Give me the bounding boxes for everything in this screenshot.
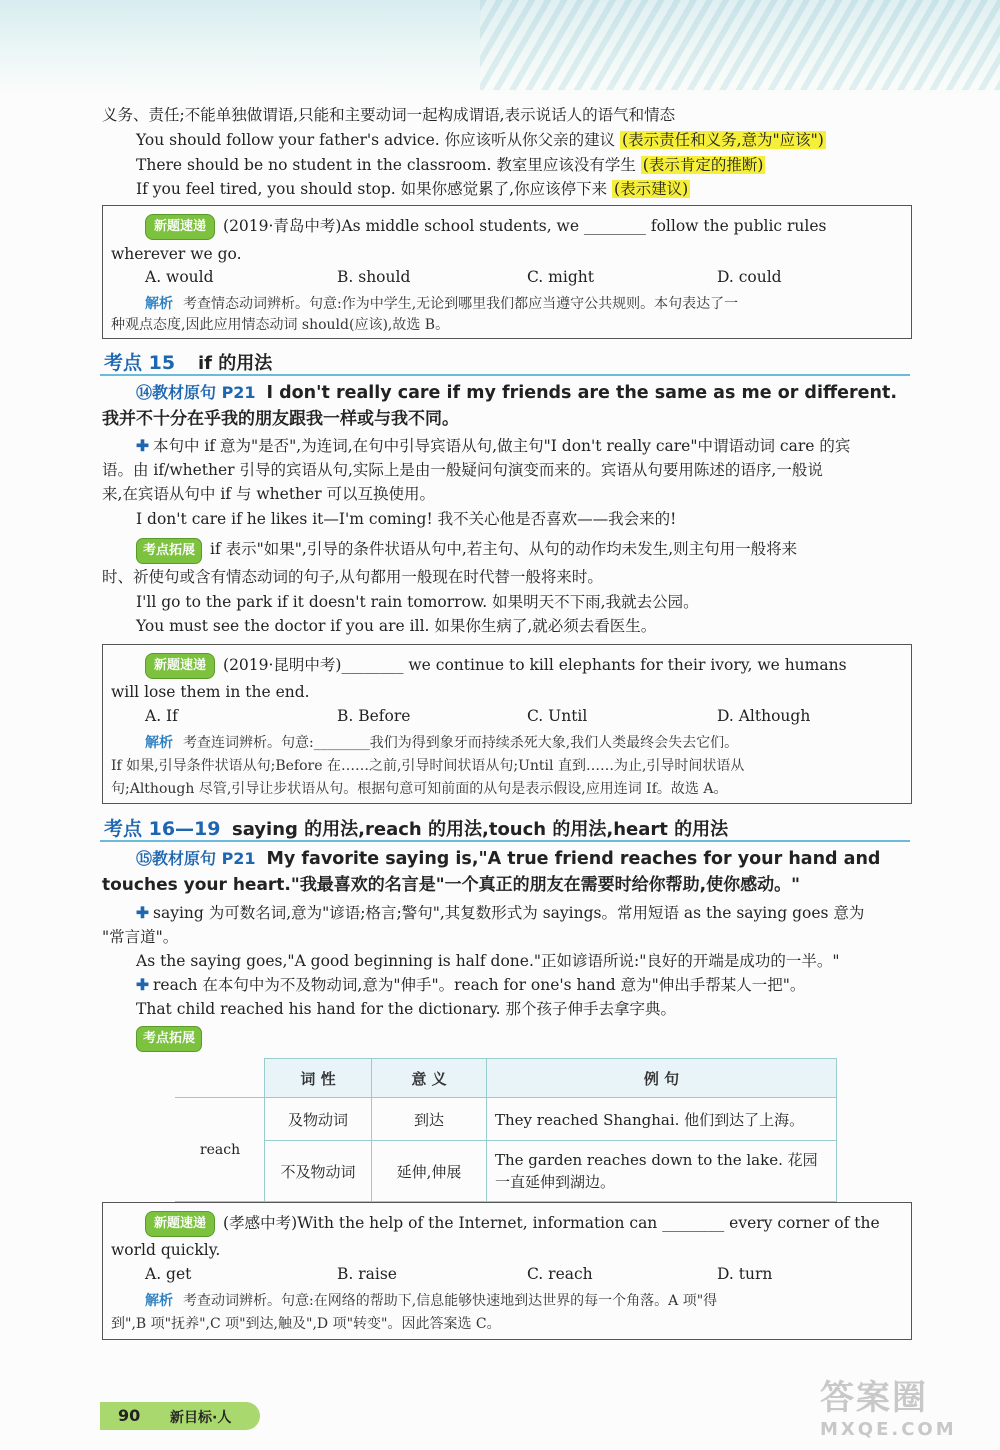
source-label: ⑮教材原句 P21 [136, 849, 256, 868]
table-header: 意 义 [372, 1059, 487, 1098]
table-row [176, 1098, 837, 1141]
question-stem-cont: will lose them in the end. [111, 683, 310, 701]
question-stem-cont: wherever we go. [111, 245, 242, 263]
book-title: 新目标·人 [170, 1410, 232, 1426]
section-title: saying 的用法,reach 的用法,touch 的用法,heart 的用法 [232, 819, 729, 840]
plus-icon: ✚ [136, 436, 149, 455]
table-header-row [176, 1059, 837, 1098]
section-rule [100, 840, 910, 842]
example-sentence: You must see the doctor if you are ill. 如果你生病了,就必须去看医生。 [136, 617, 657, 635]
explanation-text: 来,在宾语从句中 if 与 whether 可以互换使用。 [102, 485, 436, 503]
explanation-text: 语。由 if/whether 引导的宾语从句,实际上是由一般疑问句演变而来的。宾语从句要用陈述的语序,一般说 [102, 461, 823, 479]
table-cell: 延伸,伸展 [372, 1141, 487, 1202]
analysis-label: 解析 [145, 735, 173, 751]
option-a: A. get [145, 1265, 192, 1283]
question-box [102, 1202, 912, 1340]
extension [136, 1026, 210, 1052]
watermark-logo [820, 1370, 980, 1440]
section-rule [100, 374, 910, 376]
section-label: 考点 16—19 [104, 818, 221, 840]
extension-text: if 表示"如果",引导的条件状语从句中,若主句、从句的动作均未发生,则主句用一般将来 [210, 540, 798, 558]
stem-text: (孝感中考)With the help of the Internet, information can ________ every corner of the [223, 1214, 880, 1232]
analysis-text: 种观点态度,因此应用情态动词 should(应该),故选 B。 [111, 317, 450, 333]
analysis-text: 到",B 项"抚养",C 项"到达,触及",D 项"转变"。因此答案选 C。 [111, 1316, 501, 1332]
option-d: D. could [717, 268, 782, 286]
section-title: if 的用法 [198, 353, 273, 374]
example-sentence: If you feel tired, you should stop. 如果你感觉累了,你应该停下来 [136, 180, 608, 198]
option-b: B. Before [337, 707, 411, 725]
explanation-text: "常言道"。 [102, 928, 179, 946]
question-box [102, 644, 912, 804]
source-english-cont: touches your heart."我最喜欢的名言是"一个真正的朋友在需要时给你帮助,使你感动。" [102, 875, 800, 895]
extension-badge: 考点拓展 [136, 1026, 202, 1052]
example-sentence: You should follow your father's advice. 你应该听从你父亲的建议 [136, 131, 616, 149]
analysis [145, 292, 738, 315]
table-row [176, 1141, 837, 1202]
source-chinese: 我并不十分在乎我的朋友跟我一样或与我不同。 [102, 409, 459, 429]
analysis-label: 解析 [145, 1293, 173, 1309]
plus-icon: ✚ [136, 975, 149, 994]
analysis-text: If 如果,引导条件状语从句;Before 在……之前,引导时间状语从句;Until 直到……为止,引导时间状语从 [111, 758, 745, 774]
header-decoration [0, 0, 1000, 95]
section-label: 考点 15 [104, 352, 176, 374]
table-header: 例 句 [487, 1059, 837, 1098]
extension-text: 时、祈使句或含有情态动词的句子,从句都用一般现在时代替一般将来时。 [102, 568, 603, 586]
example-sentence: I don't care if he likes it—I'm coming! 我不关心他是否喜欢——我会来的! [136, 510, 677, 528]
question-box [102, 205, 912, 339]
example-line [136, 154, 765, 176]
section-heading [100, 346, 910, 376]
example-sentence: There should be no student in the classroom. 教室里应该没有学生 [136, 156, 636, 174]
table-word: reach [176, 1098, 265, 1202]
highlight-note: (表示肯定的推断) [642, 156, 764, 174]
option-c: C. might [527, 268, 594, 286]
new-question-badge: 新题速递 [145, 653, 215, 679]
stem-text: (2019·青岛中考)As middle school students, we ________ follow the public rules [223, 217, 827, 235]
table-cell: They reached Shanghai. 他们到达了上海。 [487, 1098, 837, 1141]
highlight-note: (表示建议) [614, 180, 689, 198]
option-b: B. should [337, 268, 411, 286]
table-corner [176, 1059, 265, 1098]
option-d: D. turn [717, 1265, 773, 1283]
analysis [145, 1289, 717, 1312]
new-question-badge: 新题速递 [145, 214, 215, 240]
analysis-label: 解析 [145, 296, 173, 312]
option-d: D. Although [717, 707, 811, 725]
explanation-text: saying 为可数名词,意为"谚语;格言;警句",其复数形式为 sayings。常用短语 as the saying goes 意为 [153, 904, 865, 922]
question-stem [145, 1211, 880, 1237]
explanation-text: 本句中 if 意为"是否",为连词,在句中引导宾语从句,做主句"I don't really care"中谓语动词 care 的宾 [153, 437, 851, 455]
table-cell: 及物动词 [265, 1098, 372, 1141]
question-stem [145, 214, 827, 240]
highlight-note: (表示责任和义务,意为"应该") [622, 131, 824, 149]
example-sentence: I'll go to the park if it doesn't rain tomorrow. 如果明天不下雨,我就去公园。 [136, 593, 699, 611]
section-heading [100, 812, 910, 842]
new-question-badge: 新题速递 [145, 1211, 215, 1237]
stem-text: (2019·昆明中考)________ we continue to kill elephants for their ivory, we humans [223, 656, 847, 674]
page-footer [100, 1402, 260, 1430]
reach-usage-table [175, 1058, 837, 1202]
extension [136, 538, 797, 564]
explanation-text: reach 在本句中为不及物动词,意为"伸手"。reach for one's hand 意为"伸出手帮某人一把"。 [153, 976, 806, 994]
table-cell: 不及物动词 [265, 1141, 372, 1202]
source-english: I don't really care if my friends are the same as me or different. [266, 383, 897, 403]
explanation [136, 902, 864, 924]
analysis-text: 句;Although 尽管,引导让步状语从句。根据句意可知前面的从句是表示假设,应用连词 If。故选 A。 [111, 781, 728, 797]
plus-icon: ✚ [136, 903, 149, 922]
source-label: ⑭教材原句 P21 [136, 383, 256, 402]
text-line: 义务、责任;不能单独做谓语,只能和主要动词一起构成谓语,表示说话人的语气和情态 [102, 106, 676, 124]
analysis-text: 考查情态动词辨析。句意:作为中学生,无论到哪里我们都应当遵守公共规则。本句表达了一 [183, 296, 739, 312]
analysis-text: 考查动词辨析。句意:在网络的帮助下,信息能够快速地到达世界的每一个角落。A 项"得 [183, 1293, 718, 1309]
table-cell: The garden reaches down to the lake. 花园一直延伸到湖边。 [487, 1141, 837, 1202]
explanation [136, 974, 805, 996]
source-sentence [136, 848, 880, 870]
page-number: 90 [118, 1406, 141, 1425]
question-stem-cont: world quickly. [111, 1241, 221, 1259]
source-sentence [136, 382, 897, 404]
table-header: 词 性 [265, 1059, 372, 1098]
example-line [136, 129, 826, 151]
example-sentence: As the saying goes,"A good beginning is half done."正如谚语所说:"良好的开端是成功的一半。" [136, 952, 840, 970]
table-cell: 到达 [372, 1098, 487, 1141]
analysis-text: 考查连词辨析。句意:________我们为得到象牙而持续杀死大象,我们人类最终会失去它们。 [183, 735, 739, 751]
option-c: C. reach [527, 1265, 593, 1283]
option-c: C. Until [527, 707, 588, 725]
option-a: A. would [145, 268, 214, 286]
source-english: My favorite saying is,"A true friend reaches for your hand and [266, 849, 881, 869]
explanation [136, 435, 850, 457]
watermark-url: MXQE.COM [820, 1419, 957, 1440]
example-sentence: That child reached his hand for the dictionary. 那个孩子伸手去拿字典。 [136, 1000, 677, 1018]
option-a: A. If [145, 707, 178, 725]
extension-badge: 考点拓展 [136, 538, 202, 564]
analysis [145, 731, 738, 754]
watermark-text: 答案圈 [820, 1378, 928, 1418]
question-stem [145, 653, 847, 679]
option-b: B. raise [337, 1265, 397, 1283]
example-line [136, 178, 690, 200]
